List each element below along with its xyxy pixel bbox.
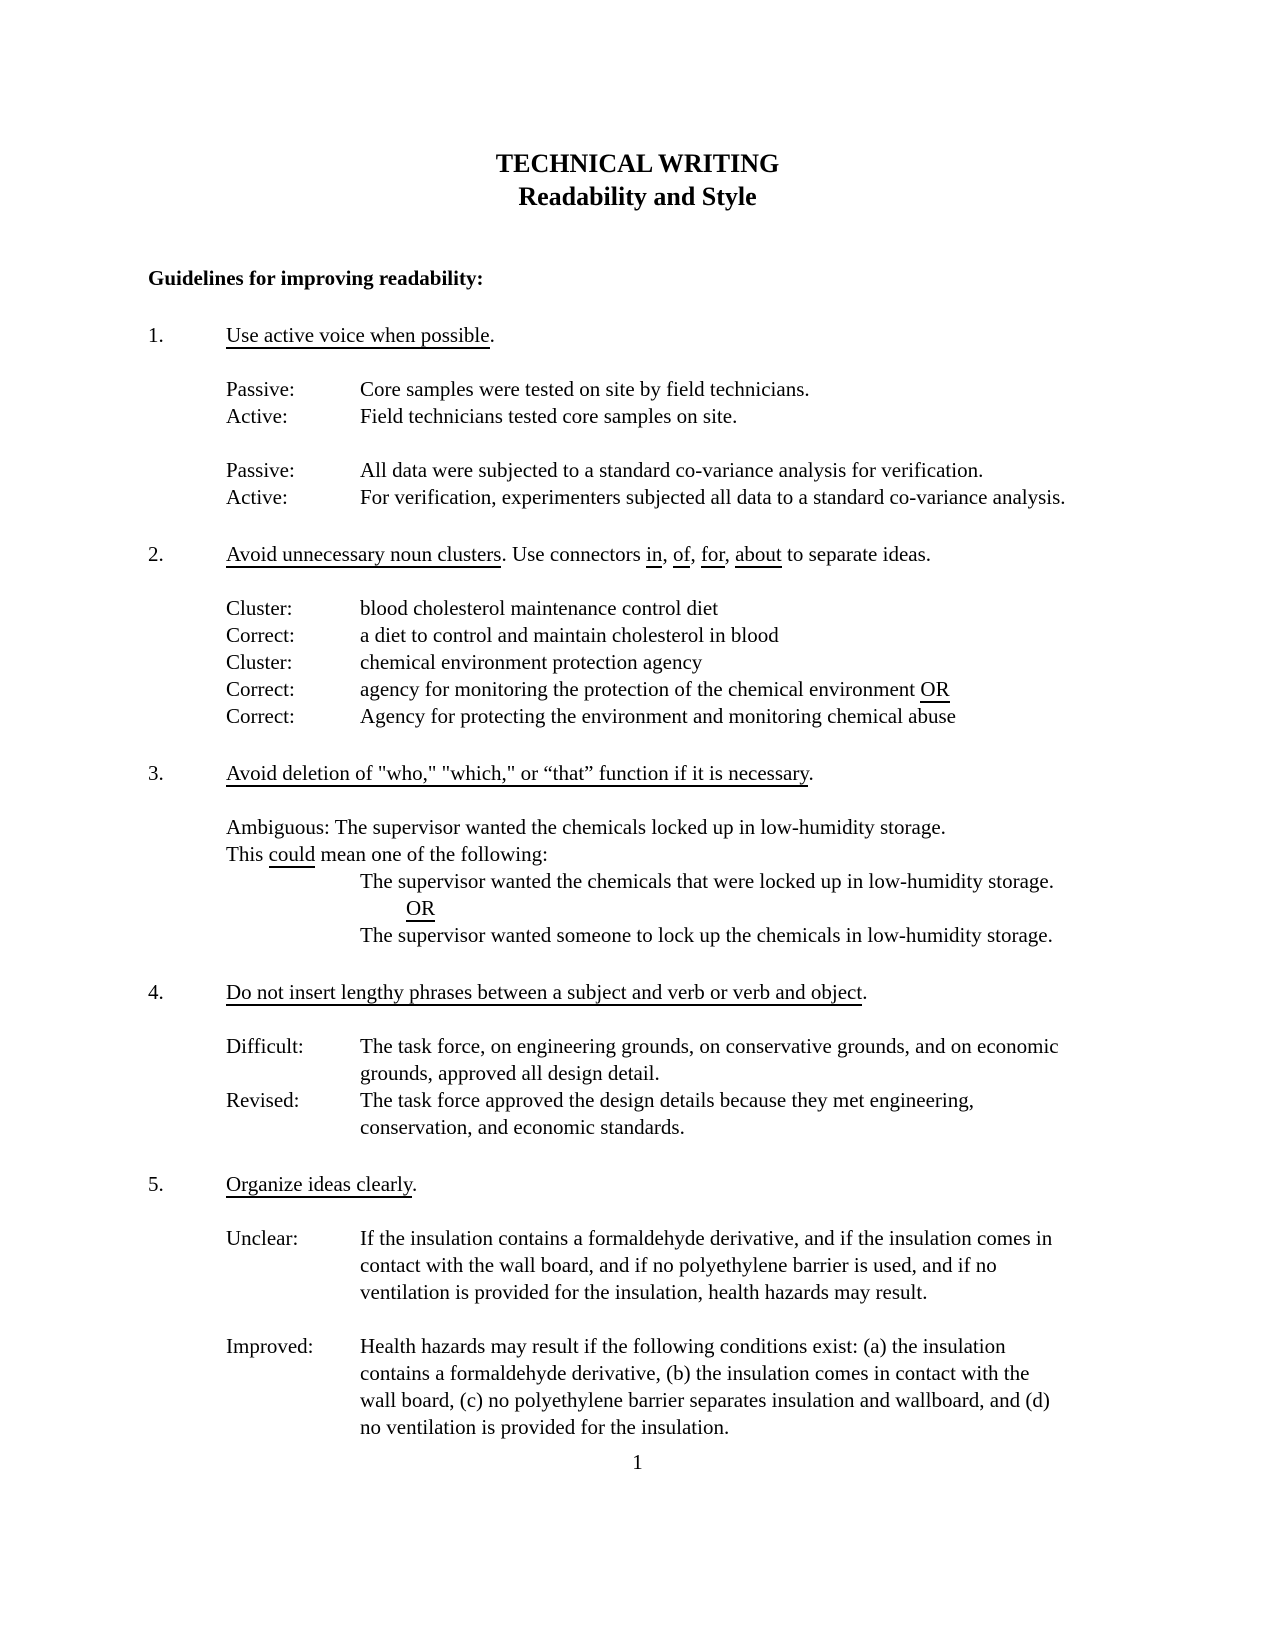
example-text [360, 703, 956, 730]
example-row [226, 457, 1215, 484]
plain-text: to separate ideas. [781, 542, 932, 566]
example-text [360, 1360, 1029, 1387]
example-text [360, 676, 950, 703]
plain-text: . Use connectors [501, 542, 647, 566]
example-text [360, 1033, 1059, 1060]
underlined-text: Avoid deletion of "who," "which," or “that” function if it is necessary [226, 761, 809, 785]
section-heading [226, 1171, 417, 1198]
plain-text: All data were subjected to a standard co-variance analysis for verification. [360, 458, 984, 482]
example-text [360, 1114, 685, 1141]
guideline-section [148, 1171, 1215, 1441]
section-number: 1. [148, 323, 164, 347]
example-row [226, 1033, 1215, 1060]
plain-text: no ventilation is provided for the insulation. [360, 1415, 730, 1439]
example-label [226, 1252, 360, 1279]
example-row [226, 1252, 1215, 1279]
example-row [226, 1387, 1215, 1414]
example-text [360, 595, 718, 622]
document-title-line-2: Readability and Style [518, 182, 757, 211]
example-text [360, 376, 810, 403]
example-label [226, 1114, 360, 1141]
section-heading-row [148, 541, 1215, 568]
example-row [226, 376, 1215, 403]
example-label: Correct: [226, 623, 295, 647]
example-label: Difficult: [226, 1034, 304, 1058]
plain-text: Health hazards may result if the following conditions exist: (a) the insulation [360, 1334, 1006, 1358]
example-text [360, 1087, 974, 1114]
example-label [226, 1414, 360, 1441]
example-text [360, 649, 702, 676]
plain-text: The task force approved the design details because they met engineering, [360, 1088, 975, 1112]
example-text [360, 1225, 1052, 1252]
plain-text: grounds, approved all design detail. [360, 1061, 660, 1085]
example-row [226, 703, 1215, 730]
plain-text: The task force, on engineering grounds, on conservative grounds, and on economic [360, 1034, 1059, 1058]
example-text [360, 1333, 1006, 1360]
underlined-text: about [735, 542, 782, 566]
intro-heading: Guidelines for improving readability: [148, 266, 484, 290]
example-row [226, 1360, 1215, 1387]
example-group [148, 1225, 1215, 1306]
plain-text: Agency for protecting the environment and monitoring chemical abuse [360, 704, 956, 728]
section-heading [226, 322, 495, 349]
example-text [360, 1414, 729, 1441]
example-label: Revised: [226, 1088, 300, 1112]
example-row [226, 622, 1215, 649]
plain-text: If the insulation contains a formaldehyde derivative, and if the insulation comes in [360, 1226, 1053, 1250]
section-heading [226, 760, 814, 787]
text-line [406, 895, 1215, 922]
plain-text: . [412, 1172, 418, 1196]
underlined-text: OR [920, 677, 950, 701]
plain-text: conservation, and economic standards. [360, 1115, 685, 1139]
plain-text: , [690, 542, 701, 566]
underlined-text: Avoid unnecessary noun clusters [226, 542, 502, 566]
example-group [148, 595, 1215, 730]
plain-text: . [489, 323, 495, 347]
example-row [226, 1414, 1215, 1441]
example-group [148, 814, 1215, 949]
underlined-text: for [700, 542, 725, 566]
example-text [360, 403, 737, 430]
example-label: Passive: [226, 377, 295, 401]
plain-text: , [662, 542, 673, 566]
underlined-text: OR [406, 896, 436, 920]
document-title [0, 0, 1275, 213]
underlined-text: of [672, 542, 691, 566]
example-text [360, 1252, 997, 1279]
example-text [360, 1387, 1050, 1414]
example-group [148, 376, 1215, 430]
text-line [226, 841, 1215, 868]
example-row [226, 649, 1215, 676]
example-label: Cluster: [226, 596, 293, 620]
example-label: Correct: [226, 677, 295, 701]
plain-text: This [226, 842, 269, 866]
example-text [360, 1060, 660, 1087]
section-heading-row [148, 1171, 1215, 1198]
section-heading-row [148, 979, 1215, 1006]
example-row [226, 1060, 1215, 1087]
guideline-section [148, 760, 1215, 949]
example-row [226, 1087, 1215, 1114]
plain-text: , [724, 542, 736, 566]
document-title-line-1: TECHNICAL WRITING [495, 149, 780, 178]
example-row [226, 1279, 1215, 1306]
example-text [360, 622, 779, 649]
section-number: 2. [148, 542, 164, 566]
plain-text: a diet to control and maintain cholesterol in blood [360, 623, 779, 647]
guideline-section [148, 322, 1215, 511]
plain-text: blood cholesterol maintenance control diet [360, 596, 719, 620]
underlined-text: in [646, 542, 663, 566]
section-heading [226, 979, 867, 1006]
section-heading-row [148, 322, 1215, 349]
text-line [226, 814, 1215, 841]
plain-text: . [808, 761, 814, 785]
underlined-text: Use active voice when possible [226, 323, 490, 347]
example-label [226, 1387, 360, 1414]
section-number: 4. [148, 980, 164, 1004]
page-number: 1 [632, 1450, 643, 1474]
section-heading [226, 541, 931, 568]
example-row [226, 1114, 1215, 1141]
plain-text: contact with the wall board, and if no polyethylene barrier is used, and if no [360, 1253, 997, 1277]
example-row [226, 484, 1215, 511]
guideline-section [148, 979, 1215, 1141]
plain-text: The supervisor wanted the chemicals that were locked up in low-humidity storage. [360, 869, 1054, 893]
example-label: Unclear: [226, 1226, 299, 1250]
text-line [360, 868, 1215, 895]
example-text [360, 484, 1066, 511]
plain-text: . [862, 980, 868, 1004]
guideline-section [148, 541, 1215, 730]
example-group [148, 1033, 1215, 1141]
guideline-sections [148, 322, 1215, 1441]
example-group [148, 1333, 1215, 1441]
example-label [226, 1360, 360, 1387]
example-row [226, 595, 1215, 622]
section-heading-row [148, 760, 1215, 787]
example-label: Correct: [226, 704, 295, 728]
plain-text: agency for monitoring the protection of the chemical environment [360, 677, 921, 701]
example-row [226, 403, 1215, 430]
example-text [360, 457, 983, 484]
text-line [360, 922, 1215, 949]
plain-text: chemical environment protection agency [360, 650, 703, 674]
example-label: Active: [226, 485, 288, 509]
underlined-text: Do not insert lengthy phrases between a subject and verb or verb and object [226, 980, 863, 1004]
example-label: Improved: [226, 1334, 314, 1358]
example-text [360, 1279, 927, 1306]
plain-text: mean one of the following: [315, 842, 548, 866]
plain-text: ventilation is provided for the insulation, health hazards may result. [360, 1280, 928, 1304]
section-number: 3. [148, 761, 164, 785]
example-row [226, 1333, 1215, 1360]
plain-text: For verification, experimenters subjected all data to a standard co-variance analysis. [360, 485, 1066, 509]
underlined-text: could [268, 842, 316, 866]
plain-text: Field technicians tested core samples on site. [360, 404, 738, 428]
plain-text: The supervisor wanted someone to lock up the chemicals in low-humidity storage. [360, 923, 1053, 947]
example-label: Passive: [226, 458, 295, 482]
section-number: 5. [148, 1172, 164, 1196]
example-group [148, 457, 1215, 511]
document-body [148, 265, 1215, 1441]
plain-text: Ambiguous: The supervisor wanted the chemicals locked up in low-humidity storage. [226, 815, 946, 839]
example-label [226, 1279, 360, 1306]
example-label: Active: [226, 404, 288, 428]
example-row [226, 1225, 1215, 1252]
plain-text: wall board, (c) no polyethylene barrier separates insulation and wallboard, and (d) [360, 1388, 1050, 1412]
example-row [226, 676, 1215, 703]
plain-text: Core samples were tested on site by field technicians. [360, 377, 810, 401]
example-label [226, 1060, 360, 1087]
underlined-text: Organize ideas clearly [226, 1172, 412, 1196]
example-label: Cluster: [226, 650, 293, 674]
plain-text: contains a formaldehyde derivative, (b) the insulation comes in contact with the [360, 1361, 1030, 1385]
